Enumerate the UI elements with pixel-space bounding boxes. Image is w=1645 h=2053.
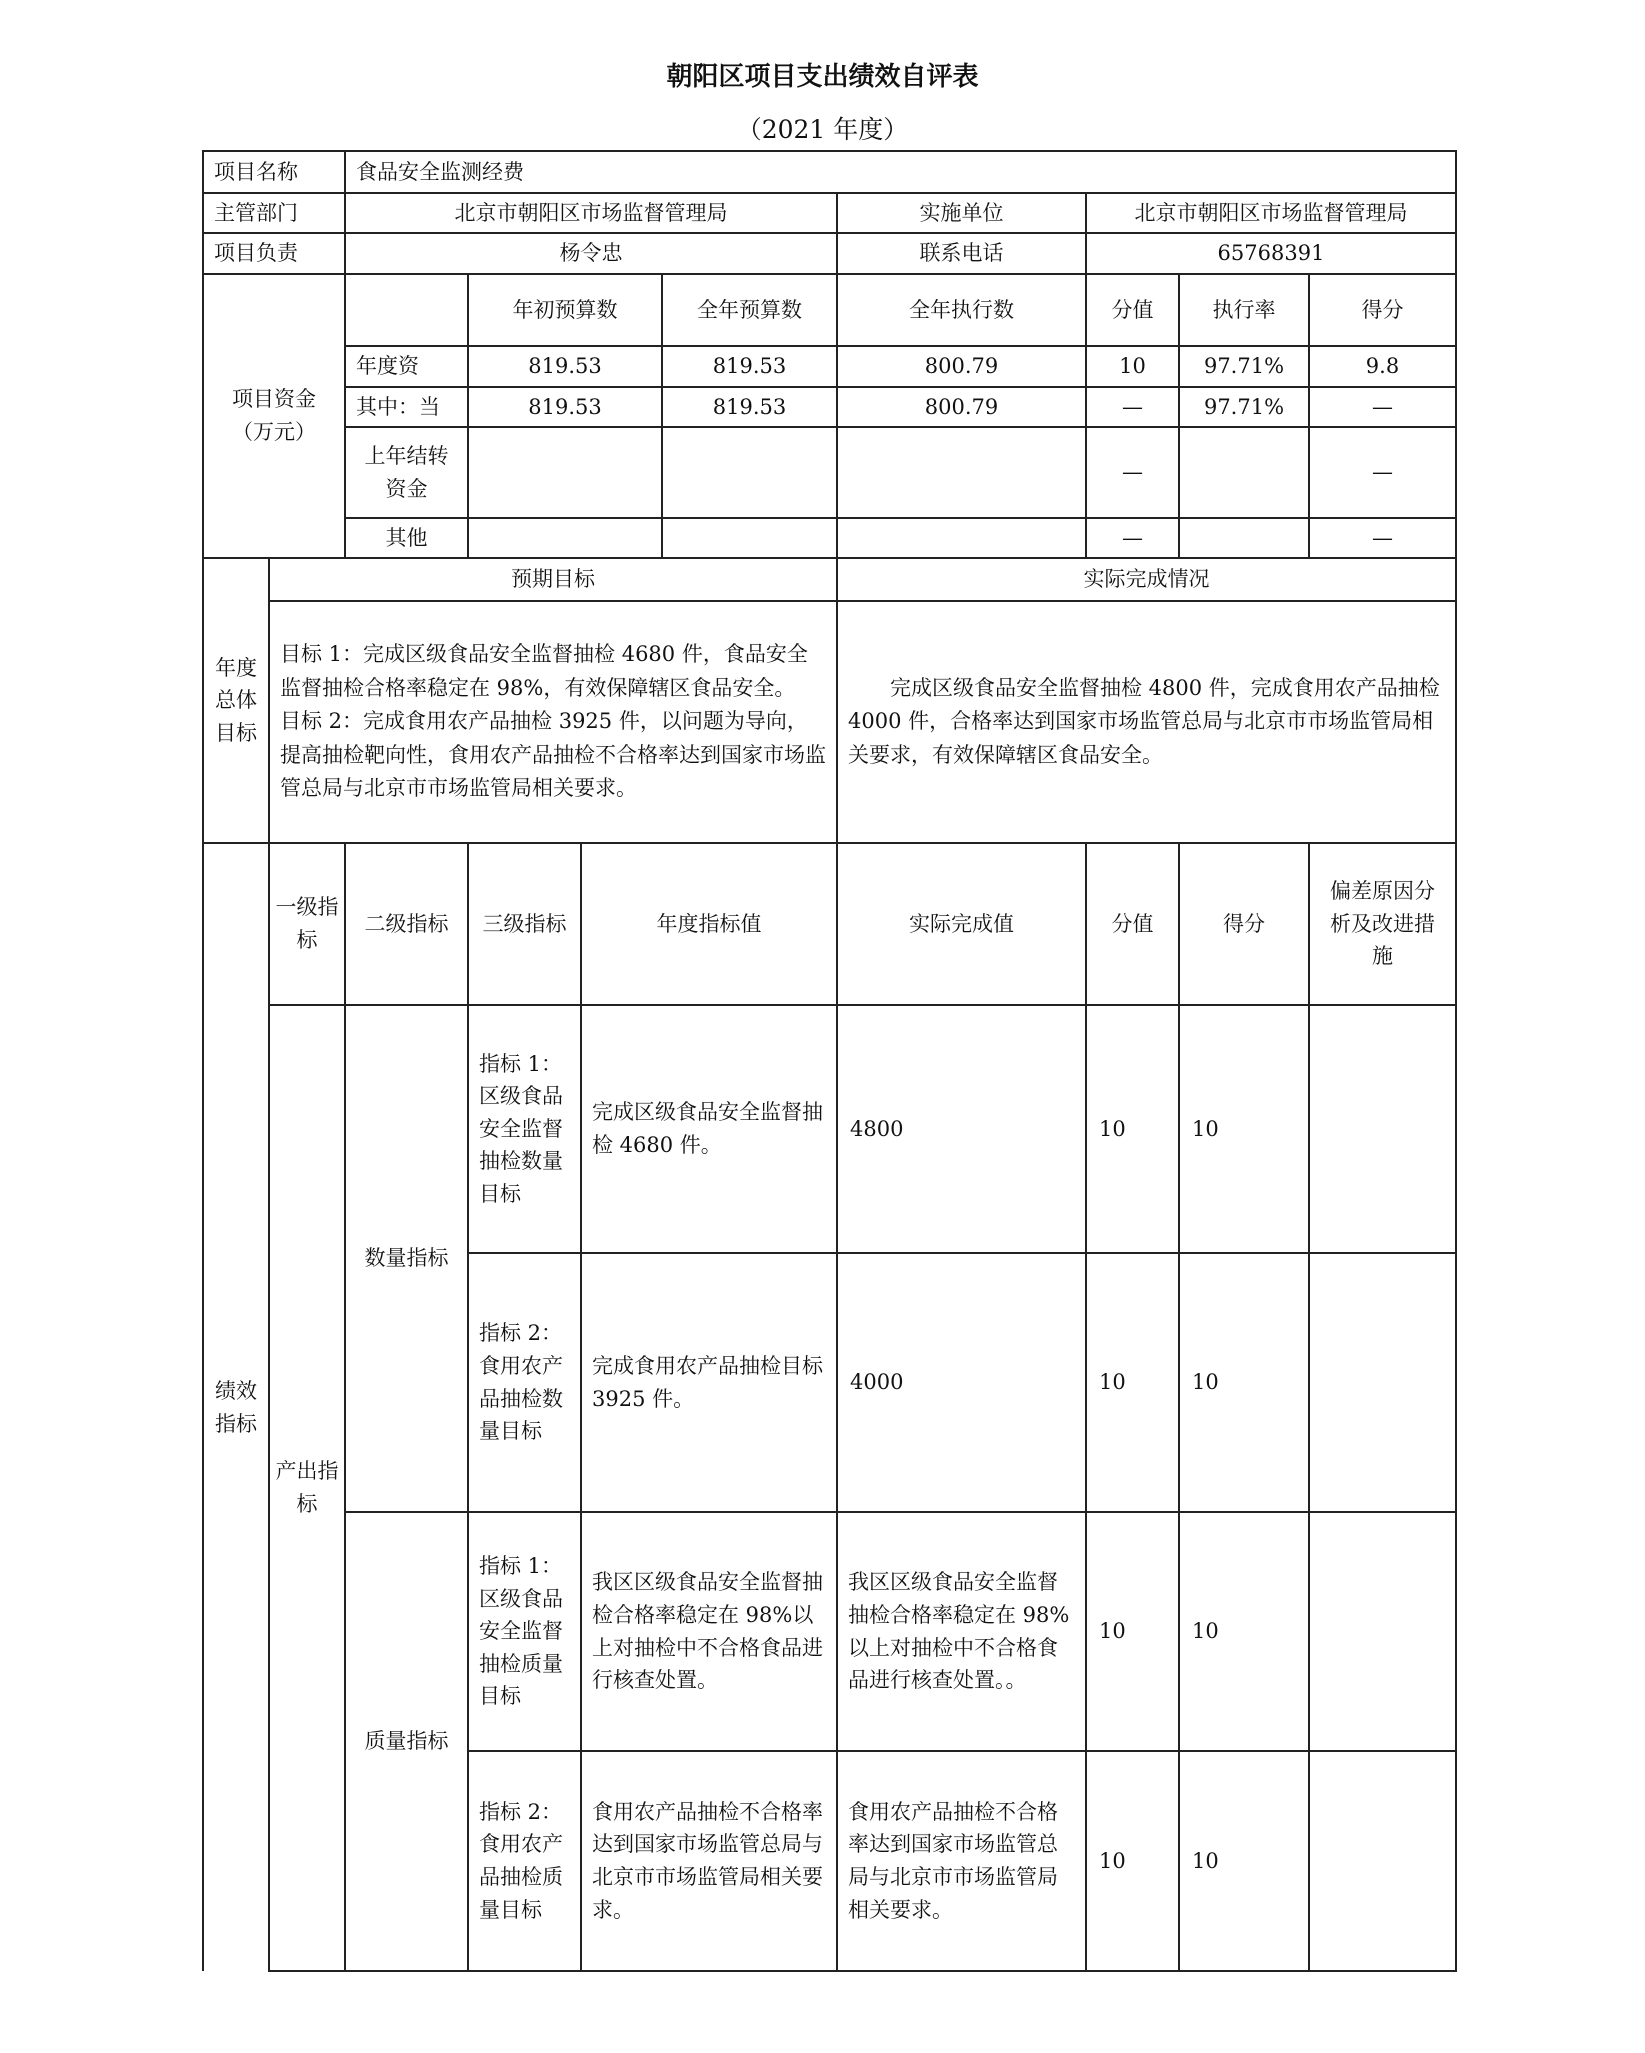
owner-value: 杨令忠 bbox=[345, 233, 837, 274]
funds-header: 全年预算数 bbox=[662, 274, 837, 346]
project-name-value: 食品安全监测经费 bbox=[345, 151, 1456, 193]
indicator-header: 二级指标 bbox=[345, 843, 468, 1005]
funds-cell bbox=[1179, 427, 1309, 518]
owner-label: 项目负责 bbox=[203, 233, 345, 274]
actual-goals: 完成区级食品安全监督抽检 4800 件，完成食用农产品抽检 4000 件，合格率达到国家市场监管总局与北京市市场监管局相关要求，有效保障辖区食品安全。 bbox=[837, 601, 1456, 843]
level3-indicator: 指标 2：食用农产品抽检数量目标 bbox=[468, 1253, 581, 1512]
indicator-header: 偏差原因分析及改进措施 bbox=[1309, 843, 1456, 1005]
indicator-score: 10 bbox=[1179, 1005, 1309, 1253]
goals-label: 年度总体目标 bbox=[203, 558, 269, 843]
funds-cell bbox=[468, 427, 662, 518]
phone-value: 65768391 bbox=[1086, 233, 1456, 274]
funds-cell bbox=[1179, 518, 1309, 558]
funds-cell: — bbox=[1309, 387, 1456, 427]
indicator-actual: 4800 bbox=[837, 1005, 1086, 1253]
level3-indicator: 指标 2：食用农产品抽检质量目标 bbox=[468, 1751, 581, 1971]
level2-indicator: 质量指标 bbox=[345, 1512, 468, 1971]
indicator-score-value: 10 bbox=[1086, 1005, 1179, 1253]
funds-cell: — bbox=[1309, 518, 1456, 558]
indicator-header: 三级指标 bbox=[468, 843, 581, 1005]
indicator-deviation bbox=[1309, 1751, 1456, 1971]
funds-cell: — bbox=[1086, 518, 1179, 558]
page-subtitle: （2021 年度） bbox=[736, 115, 909, 144]
funds-cell: 819.53 bbox=[468, 346, 662, 387]
funds-cell: 10 bbox=[1086, 346, 1179, 387]
funds-cell bbox=[662, 518, 837, 558]
funds-cell: 97.71% bbox=[1179, 387, 1309, 427]
indicator-score-value: 10 bbox=[1086, 1512, 1179, 1751]
indicator-actual: 我区区级食品安全监督抽检合格率稳定在 98%以上对抽检中不合格食品进行核查处置。。 bbox=[837, 1512, 1086, 1751]
indicator-header: 年度指标值 bbox=[581, 843, 837, 1005]
funds-header: 分值 bbox=[1086, 274, 1179, 346]
funds-label: 项目资金（万元） bbox=[203, 274, 345, 558]
indicator-header: 分值 bbox=[1086, 843, 1179, 1005]
indicator-score: 10 bbox=[1179, 1512, 1309, 1751]
level1-indicator: 产出指标 bbox=[269, 1005, 345, 1971]
funds-row-label: 其他 bbox=[345, 518, 468, 558]
unit-value: 北京市朝阳区市场监督管理局 bbox=[1086, 193, 1456, 233]
funds-cell bbox=[837, 518, 1086, 558]
funds-cell: 800.79 bbox=[837, 387, 1086, 427]
funds-row-label: 其中：当 bbox=[345, 387, 468, 427]
funds-cell bbox=[468, 518, 662, 558]
indicator-score: 10 bbox=[1179, 1751, 1309, 1971]
actual-goals-header: 实际完成情况 bbox=[837, 558, 1456, 601]
indicator-header: 一级指标 bbox=[269, 843, 345, 1005]
funds-header: 全年执行数 bbox=[837, 274, 1086, 346]
funds-cell: — bbox=[1086, 387, 1179, 427]
level2-indicator: 数量指标 bbox=[345, 1005, 468, 1512]
funds-header: 年初预算数 bbox=[468, 274, 662, 346]
indicator-header: 得分 bbox=[1179, 843, 1309, 1005]
indicator-target: 完成食用农产品抽检目标 3925 件。 bbox=[581, 1253, 837, 1512]
indicators-label: 绩效指标 bbox=[203, 843, 269, 1971]
indicator-score-value: 10 bbox=[1086, 1751, 1179, 1971]
level3-indicator: 指标 1：区级食品安全监督抽检数量目标 bbox=[468, 1005, 581, 1253]
indicator-target: 完成区级食品安全监督抽检 4680 件。 bbox=[581, 1005, 837, 1253]
indicator-deviation bbox=[1309, 1005, 1456, 1253]
indicator-actual: 4000 bbox=[837, 1253, 1086, 1512]
funds-row-label: 上年结转资金 bbox=[345, 427, 468, 518]
indicator-deviation bbox=[1309, 1253, 1456, 1512]
funds-cell: — bbox=[1309, 427, 1456, 518]
performance-table bbox=[202, 150, 1457, 1972]
expected-goals bbox=[269, 601, 837, 843]
indicator-target: 我区区级食品安全监督抽检合格率稳定在 98%以上对抽检中不合格食品进行核查处置。 bbox=[581, 1512, 837, 1751]
funds-cell: 819.53 bbox=[662, 387, 837, 427]
funds-cell bbox=[662, 427, 837, 518]
funds-cell bbox=[837, 427, 1086, 518]
funds-cell: 819.53 bbox=[662, 346, 837, 387]
funds-header-blank bbox=[345, 274, 468, 346]
funds-row-label: 年度资 bbox=[345, 346, 468, 387]
funds-cell: 9.8 bbox=[1309, 346, 1456, 387]
expected-goals-header: 预期目标 bbox=[269, 558, 837, 601]
unit-label: 实施单位 bbox=[837, 193, 1086, 233]
indicator-score-value: 10 bbox=[1086, 1253, 1179, 1512]
phone-label: 联系电话 bbox=[837, 233, 1086, 274]
indicator-score: 10 bbox=[1179, 1253, 1309, 1512]
level3-indicator: 指标 1：区级食品安全监督抽检质量目标 bbox=[468, 1512, 581, 1751]
dept-value: 北京市朝阳区市场监督管理局 bbox=[345, 193, 837, 233]
funds-header: 得分 bbox=[1309, 274, 1456, 346]
funds-cell: 97.71% bbox=[1179, 346, 1309, 387]
indicator-header: 实际完成值 bbox=[837, 843, 1086, 1005]
page-title: 朝阳区项目支出绩效自评表 bbox=[666, 62, 979, 92]
funds-cell: 800.79 bbox=[837, 346, 1086, 387]
indicator-actual: 食用农产品抽检不合格率达到国家市场监管总局与北京市市场监管局相关要求。 bbox=[837, 1751, 1086, 1971]
funds-cell: 819.53 bbox=[468, 387, 662, 427]
expected-goal-1: 目标 1：完成区级食品安全监督抽检 4680 件，食品安全监督抽检合格率稳定在 98%，有效保障辖区食品安全。 bbox=[280, 642, 808, 700]
funds-header: 执行率 bbox=[1179, 274, 1309, 346]
indicator-deviation bbox=[1309, 1512, 1456, 1751]
funds-cell: — bbox=[1086, 427, 1179, 518]
dept-label: 主管部门 bbox=[203, 193, 345, 233]
indicator-target: 食用农产品抽检不合格率达到国家市场监管总局与北京市市场监管局相关要求。 bbox=[581, 1751, 837, 1971]
expected-goal-2: 目标 2：完成食用农产品抽检 3925 件，以问题为导向，提高抽检靶向性，食用农产品抽检不合格率达到国家市场监管总局与北京市市场监管局相关要求。 bbox=[280, 709, 826, 801]
project-name-label: 项目名称 bbox=[203, 151, 345, 193]
